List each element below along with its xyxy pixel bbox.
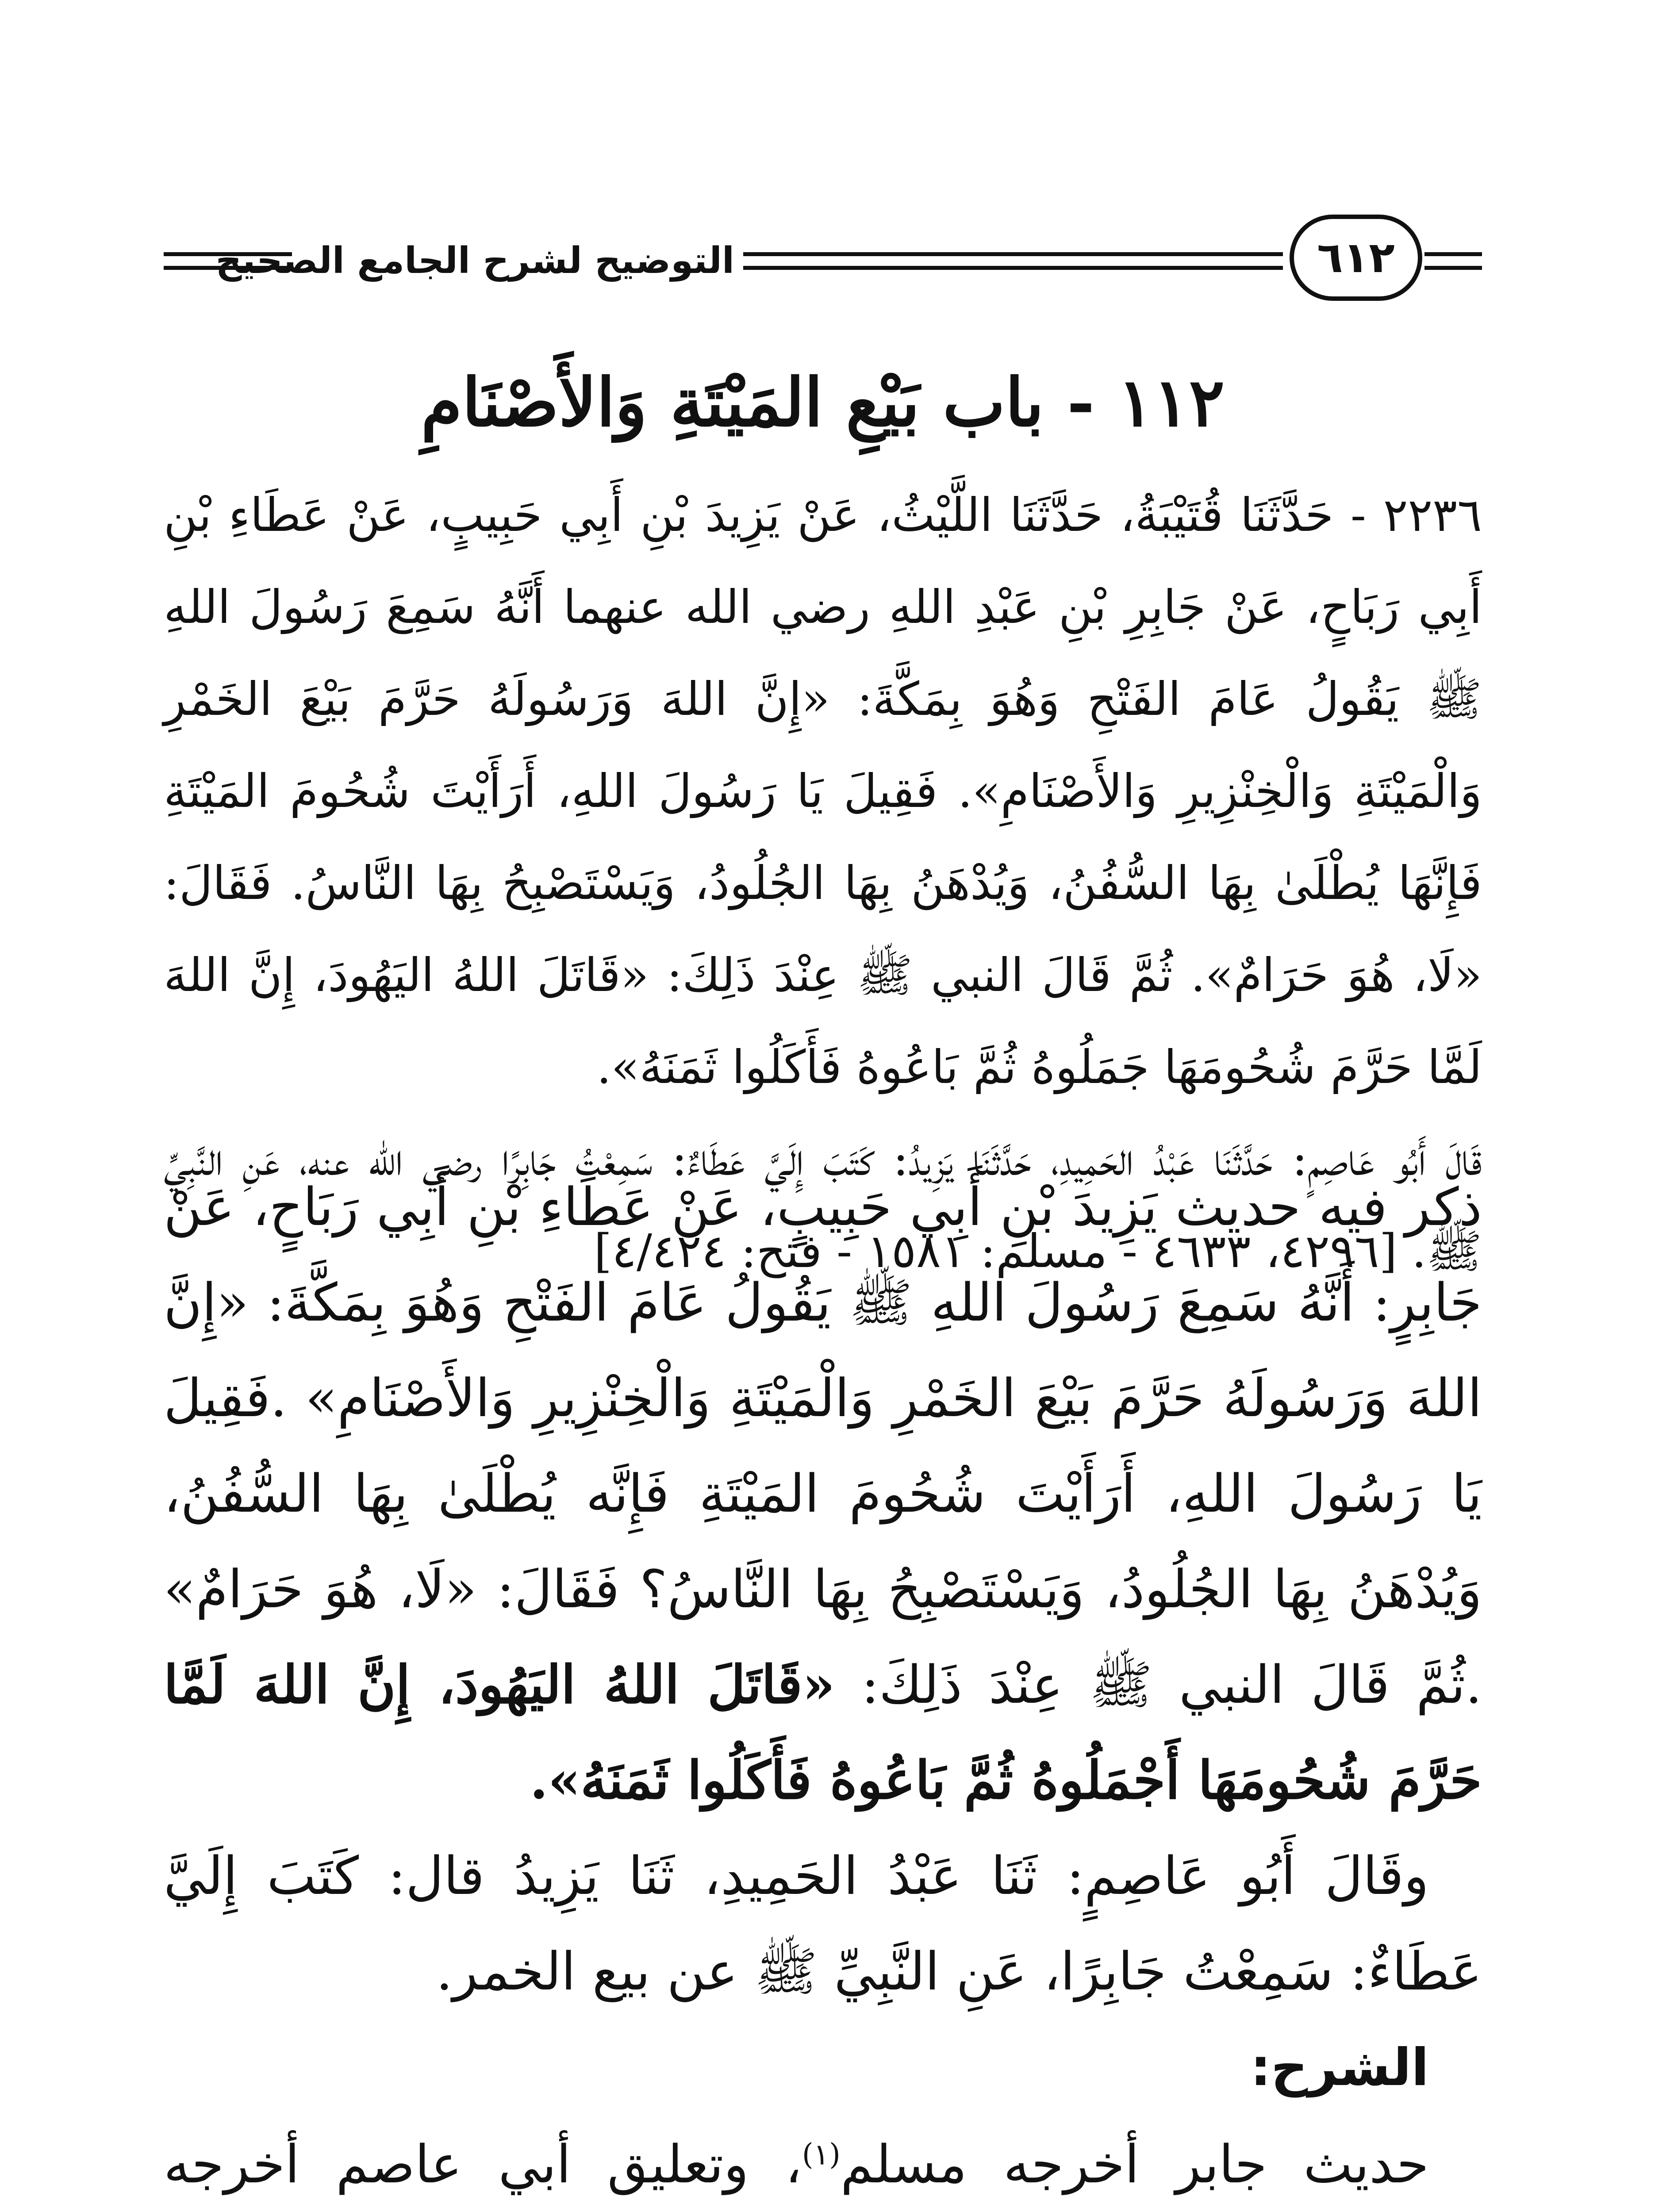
running-header	[164, 208, 1482, 314]
commentary-text: ، وتعليق أبي عاصم أخرجه	[164, 2134, 802, 2195]
commentary-paragraph	[164, 2116, 1482, 2212]
section-label-sharh: الشرح:	[1250, 2038, 1429, 2097]
chapter-heading: ١١٢ - باب بَيْعِ المَيْتَةِ وَالأَصْنَامِ	[421, 364, 1225, 442]
hadith-mualaq-text: قَالَ أَبُو عَاصِمٍ: حَدَّثَنَا عَبْدُ الحَمِيدِ، حَدَّثَنَا يَزِيدُ: كَتَبَ إِلَيَّ عَطَاءٌ: سَمِعْتُ جَابِرًا رضي الله عنه، عَنِ النَّبِيِّ ﷺ.	[164, 1132, 1482, 1278]
header-rule-middle	[743, 252, 1283, 270]
hadith-reference: [٤٢٩٦، ٤٦٣٣ - مسلم: ١٥٨١ - فتح: ٤/٤٢٤]	[594, 1224, 1397, 1278]
commentary-paragraph: وقَالَ أَبُو عَاصِمٍ: ثَنَا عَبْدُ الحَمِيدِ، ثَنَا يَزِيدُ قال: كَتَبَ إِلَيَّ عَطَاءٌ: سَمِعْتُ جَابِرًا، عَنِ النَّبِيِّ ﷺ عن بيع الخمر.	[164, 1845, 1482, 2002]
page-number: ٦١٢	[1290, 215, 1422, 301]
hadith-paragraph: ٢٢٣٦ - حَدَّثَنَا قُتَيْبَةُ، حَدَّثَنَا اللَّيْثُ، عَنْ يَزِيدَ بْنِ أَبِي حَبِيبٍ، عَنْ عَطَاءِ بْنِ أَبِي رَبَاحٍ، عَنْ جَابِرِ بْنِ عَبْدِ اللهِ رضي الله عنهما أَنَّهُ سَمِعَ رَسُولَ اللهِ ﷺ يَقُولُ عَامَ الفَتْحِ وَهُوَ بِمَكَّةَ: «إِنَّ اللهَ وَرَسُولَهُ حَرَّمَ بَيْعَ الخَمْرِ وَالْمَيْتَةِ وَالْخِنْزِيرِ وَالأَصْنَامِ». فَقِيلَ يَا رَسُولَ اللهِ، أَرَأَيْتَ شُحُومَ المَيْتَةِ فَإِنَّهَا يُطْلَىٰ بِهَا السُّفُنُ، وَيُدْهَنُ بِهَا الجُلُودُ، وَيَسْتَصْبِحُ بِهَا النَّاسُ. فَقَالَ: «لَا، هُوَ حَرَامٌ». ثُمَّ قَالَ النبي ﷺ عِنْدَ ذَلِكَ: «قَاتَلَ اللهُ اليَهُودَ، إِنَّ اللهَ لَمَّا حَرَّمَ شُحُومَهَا جَمَلُوهُ ثُمَّ بَاعُوهُ فَأَكَلُوا ثَمَنَهُ».	[164, 488, 1482, 1094]
commentary-bold-quote: «قَاتَلَ اللهُ اليَهُودَ، إِنَّ اللهَ لَمَّا حَرَّمَ شُحُومَهَا أَجْمَلُوهُ ثُمَّ بَاعُوهُ فَأَكَلُوا ثَمَنَهُ».	[164, 1654, 1482, 1811]
header-rule-right	[1424, 252, 1482, 270]
footnote-reference[interactable]: (١)	[802, 2137, 841, 2172]
commentary-text: حديث جابر أخرجه مسلم	[840, 2134, 1429, 2195]
commentary-paragraph	[164, 1159, 1482, 1828]
commentary-text: ذكر فيه حديث يَزِيدَ بْنِ أَبِي حَبِيبٍ، عَنْ عَطَاءِ بْنِ أَبِي رَبَاحٍ، عَنْ جَابِرٍ: أَنَّهُ سَمِعَ رَسُولَ اللهِ ﷺ يَقُولُ عَامَ الفَتْحِ وَهُوَ بِمَكَّةَ: «إِنَّ اللهَ وَرَسُولَهُ حَرَّمَ بَيْعَ الخَمْرِ وَالْمَيْتَةِ وَالْخِنْزِيرِ وَالأَصْنَامِ» .فَقِيلَ يَا رَسُولَ اللهِ، أَرَأَيْتَ شُحُومَ المَيْتَةِ فَإِنَّه يُطْلَىٰ بِهَا السُّفُنُ، وَيُدْهَنُ بِهَا الجُلُودُ، وَيَسْتَصْبِحُ بِهَا النَّاسُ؟ فَقَالَ: «لَا، هُوَ حَرَامٌ» .ثُمَّ قَالَ النبي ﷺ عِنْدَ ذَلِكَ:	[164, 1176, 1482, 1715]
commentary	[164, 1159, 1482, 2212]
book-title: التوضيح لشرح الجامع الصحيح	[215, 240, 734, 282]
